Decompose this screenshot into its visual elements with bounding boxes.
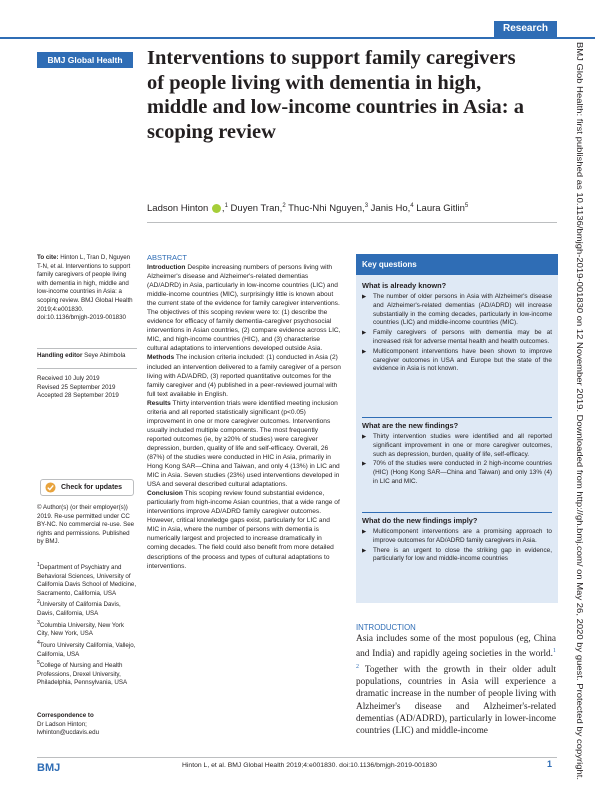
correspondence-name: Dr Ladson Hinton; [37, 720, 87, 728]
key-question-list [362, 433, 552, 488]
author-affiliation-sup: 2 [282, 203, 286, 209]
affiliation-item: $^4$Touro University California, Vallejo, California, USA [37, 639, 136, 658]
revised-date: Revised 25 September 2019 [37, 383, 116, 391]
cite-text: Hinton L, Tran D, Nguyen T-N, et al. Interventions to support family caregivers of people living with dementia in high, middle and low-income countries in Asia: a scoping review. BMJ Global Health 2019;4:e001830. doi:10.1136/bmjgh-2019-001830 [37, 254, 133, 322]
abstract-results-text: Thirty intervention trials were identified meeting inclusion criteria and all reported statistically significant (p<0.05) improvement in one or more caregiver outcomes. Interventions usually included multiple components. The most frequently reported outcomes (ie, by ≥20% of studies) were caregiver depression, burden, quality of life and self-efficacy. Overall, 26 (87%) of the studies were conducted in HIC in Asia, primarily in Hong Kong SAR—China and Taiwan, and only 4 (13%) in LIC and MIC in Asia. Seven studies (23%) used interventions developed in USA and several described cultural adaptations. [147, 399, 340, 489]
affiliation-item: $^2$University of California Davis, Davis, California, USA [37, 599, 121, 618]
author-name[interactable]: Duyen Tran [230, 203, 280, 215]
author-affiliation-sup: 5 [464, 203, 469, 209]
dates-block [37, 375, 137, 401]
citation-sup[interactable]: 1 2 [356, 648, 556, 670]
correspondence-label: Correspondence to [37, 712, 94, 719]
sidebar-divider [37, 368, 137, 369]
list-item: ▶ Multicomponent interventions are a promising approach to improve outcomes for AD/ADRD family caregivers in Asia. [362, 528, 552, 546]
affiliation-item: $^5$College of Nursing and Health Professions, Drexel University, Philadelphia, Pennsylvania, USA [37, 660, 128, 687]
abstract-heading: ABSTRACT [147, 253, 188, 262]
abstract-conclusion-label: Conclusion [147, 490, 183, 498]
affiliations-block [37, 561, 137, 688]
author-affiliation-sup: 1 [224, 203, 228, 209]
accepted-date: Accepted 28 September 2019 [37, 392, 119, 400]
crossmark-icon [45, 482, 56, 493]
introduction-body: Asia includes some of the most populous (eg, China and India) and rapidly ageing societies in the world.$^{1 2}$ Together with the growth in their older adult populations, countries in Asia will experience a dramatic increase in the number of people living with Alzheimer's disease and Alzheimer's-related dementias (AD/ADRD), particularly in lower-income countries (LIC) and middle-income [356, 634, 556, 737]
author-affiliation-sup: 3 [364, 203, 369, 209]
list-item: ▶ 70% of the studies were conducted in 2 high-income countries (HIC) (Hong Kong SAR—China and Taiwan) and only 13% (4) in LIC and MIC. [362, 460, 552, 486]
citation-block [37, 254, 137, 323]
key-questions-heading: Key questions [356, 254, 558, 275]
key-question-title: What are the new findings? [362, 421, 459, 430]
key-question-list [362, 528, 552, 565]
author-divider [147, 222, 557, 223]
introduction-heading: INTRODUCTION [356, 623, 416, 632]
handling-label: Handling editor [37, 352, 83, 359]
key-question-title: What do the new findings imply? [362, 516, 478, 525]
correspondence-block [37, 712, 137, 738]
list-item: ▶ Family caregivers of persons with dementia may be at increased risk for adverse mental health and health outcomes. [362, 329, 552, 347]
author-name[interactable]: Thuc-Nhi Nguyen [288, 203, 363, 215]
correspondence-email[interactable]: lwhinton@ucdavis.edu [37, 729, 100, 737]
affiliation-item: $^1$Department of Psychiatry and Behavioral Sciences, University of California Davis School of Medicine, Sacramento, California, USA [37, 562, 137, 597]
header-rule [0, 37, 595, 39]
check-updates-label: Check for updates [61, 484, 123, 491]
cite-label: To cite: [37, 254, 59, 261]
key-question-title: What is already known? [362, 281, 447, 290]
list-item: ▶ There is an urgent to close the striking gap in evidence, particularly for low and middle-income countries [362, 547, 552, 565]
side-download-notice [574, 42, 586, 782]
handling-editor [37, 352, 137, 361]
key-questions-divider [362, 417, 552, 418]
journal-logo: BMJ Global Health [37, 52, 133, 68]
author-name[interactable]: Ladson Hinton [147, 203, 209, 215]
key-question-list [362, 293, 552, 375]
key-questions-divider [362, 512, 552, 513]
abstract-results-label: Results [147, 399, 171, 407]
author-affiliation-sup: 4 [410, 203, 414, 209]
bmj-logo: BMJ [37, 762, 61, 774]
list-item: ▶ The number of older persons in Asia with Alzheimer's disease and Alzheimer's-related dementias (AD/ADRD) will increase substantially in the coming decades, particularly in low-income countries (LIC) and middle-income countries (MIC). [362, 293, 552, 328]
affiliation-item: $^3$Columbia University, New York City, New York, USA [37, 619, 125, 638]
side-notice-text: BMJ Glob Health: first published as 10.1136/bmjgh-2019-001830 on 12 November 2019. Downloaded from http://gh.bmj.com/ on May 26, 2020 by guest. Protected by copyright. [575, 42, 585, 713]
handling-name: Seye Abimbola [84, 352, 126, 359]
list-item: ▶ Multicomponent interventions have been shown to improve caregiver outcomes in USA and Europe but the state of the evidence in Asia is not known. [362, 348, 552, 374]
orcid-icon[interactable] [212, 204, 221, 213]
footer-citation: Hinton L, et al. BMJ Global Health 2019;4:e001830. doi:10.1136/bmjgh-2019-001830 [182, 762, 437, 769]
author-name[interactable]: Laura Gitlin [416, 203, 465, 215]
check-updates-button[interactable] [40, 479, 134, 496]
sidebar-divider [37, 348, 137, 349]
abstract-intro-label: Introduction [147, 264, 186, 271]
abstract-intro-text: Despite increasing numbers of persons living with Alzheimer's disease and Alzheimer's-related dementias (AD/ADRD) in Asia, particularly in low-income countries (LIC) and middle-income countries (MIC), surprisingly little is known about the current state of the evidence for family caregiver interventions. The objectives of this scoping review were to: (1) describe the evidence for efficacy of family dementia-caregiver psychosocial interventions in Asian countries, (2) compare evidence across LIC, MIC, and high-income countries (HIC), and (3) characterise cultural adaptations to interventions developed outside Asia. [147, 264, 341, 353]
abstract-methods-text: The inclusion criteria included: (1) conducted in Asia (2) included an intervention delivered to a family caregiver of a person living with AD/ADRD, (3) reported quantitative outcomes for the family caregiver and (4) published in a peer-reviewed journal with full text available in English. [147, 354, 341, 398]
author-name[interactable]: Janis Ho [370, 203, 408, 215]
abstract-methods-label: Methods [147, 354, 175, 362]
copyright-block: © Author(s) (or their employer(s)) 2019. Re-use permitted under CC BY-NC. No commercial re-use. See rights and permissions. Published by BMJ. [37, 504, 135, 546]
abstract-conclusion-text: This scoping review found substantial evidence, particularly from high-income Asian countries, that a wide range of interventions improve AD/ADRD family caregiver outcomes. However, critical knowledge gaps exist, particularly for LIC and MIC in Asia, where the number of persons with dementia is numerically largest and projected to increase dramatically in coming decades. The field could also benefit from more detailed descriptions of the process and types of cultural adaptations to interventions. [147, 490, 340, 570]
abstract-body [147, 263, 343, 571]
list-item: ▶ Thirty intervention studies were identified and all reported significant improvement in one or more caregiver outcomes, such as depression, burden, quality of life, self-efficacy. [362, 433, 552, 459]
section-tab: Research [494, 21, 557, 37]
author-list: Ladson Hinton ,$^1$ Duyen Tran,$^2$ Thuc-Nhi Nguyen,$^3$ Janis Ho,$^4$ Laura Gitlin$^5$ [147, 203, 469, 215]
received-date: Received 10 July 2019 [37, 375, 100, 382]
footer-rule [37, 757, 557, 758]
page-number: 1 [547, 759, 553, 769]
article-title: Interventions to support family caregivers of people living with dementia in high, middle and low-income countries in Asia: a scoping review [147, 47, 524, 143]
